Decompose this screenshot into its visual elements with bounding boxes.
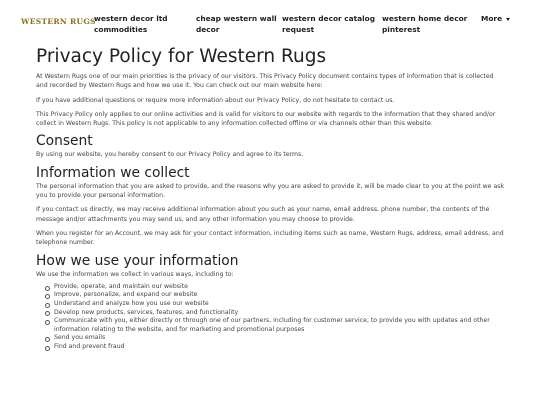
nav-link-line1: cheap western wall (196, 14, 277, 23)
nav-link-western-home-decor[interactable] (382, 14, 467, 35)
nav-link-line1: western home decor (382, 14, 468, 23)
nav-link-western-decor-ltd[interactable] (94, 14, 168, 35)
collect-heading: Information we collect (36, 164, 190, 181)
more-dropdown[interactable] (481, 14, 510, 25)
list-item: Communicate with you, either directly or through one of our partners, including for customer service, to provide you with updates and other information relating to the website, and for marketing and promotional purposes (36, 317, 506, 334)
consent-heading: Consent (36, 133, 93, 150)
collect-paragraph-2: If you contact us directly, we may receive additional information about you such as your name, email address, phone number, the contents of the message and/or attachments you may send us, and any other information you may choose to provide. (36, 206, 490, 223)
intro-paragraph-3: This Privacy Policy only applies to our online activities and is valid for visitors to our website with regards to the information that they shared and/or collect in Western Rugs. This policy is not applicable to any information collected offline or via channels other than this website. (36, 110, 496, 128)
top-nav (0, 0, 540, 40)
list-item: Improve, personalize, and expand our website (36, 291, 506, 300)
more-label: More (481, 14, 503, 23)
use-list (36, 283, 506, 352)
list-item: Send you emails (36, 334, 506, 343)
list-item: Provide, operate, and maintain our website (36, 283, 506, 292)
nav-link-line2: decor (196, 24, 220, 34)
nav-link-western-decor-catalog[interactable] (282, 14, 375, 35)
list-item: Develop new products, services, features, and functionality (36, 309, 506, 318)
intro-paragraph-1: At Western Rugs one of our main priorities is the privacy of our visitors. This Privacy Policy document contains types of information that is collected and recorded by Western Rugs and how we use it. You can check out our main website here: (36, 73, 494, 90)
nav-link-cheap-western-wall[interactable] (196, 14, 277, 35)
intro-paragraph-2: If you have additional questions or require more information about our Privacy Policy, do not hesitate to contact us. (36, 96, 395, 104)
use-heading: How we use your information (36, 252, 239, 269)
nav-link-line1: western decor ltd (94, 14, 168, 23)
collect-paragraph-3: When you register for an Account, we may ask for your contact information, including items such as name, Western Rugs, address, email address, and telephone number. (36, 229, 504, 247)
nav-link-line2: request (282, 24, 315, 34)
chevron-down-icon (506, 18, 510, 21)
main-content (36, 46, 506, 352)
nav-link-line2: pinterest (382, 24, 421, 34)
use-intro: We use the information we collect in various ways, including to: (36, 270, 234, 278)
collect-paragraph-1: The personal information that you are asked to provide, and the reasons why you are asked to provide it, will be made clear to you at the point we ask you to provide your personal information. (36, 182, 505, 200)
consent-text: By using our website, you hereby consent to our Privacy Policy and agree to its terms. (36, 151, 304, 159)
nav-link-line1: western decor catalog (282, 14, 376, 23)
nav-link-line2: commodities (94, 24, 148, 34)
site-logo[interactable]: WESTERN RUGS (21, 17, 96, 26)
list-item: Understand and analyze how you use our website (36, 300, 506, 309)
page-title: Privacy Policy for Western Rugs (36, 46, 327, 67)
list-item: Find and prevent fraud (36, 343, 506, 352)
